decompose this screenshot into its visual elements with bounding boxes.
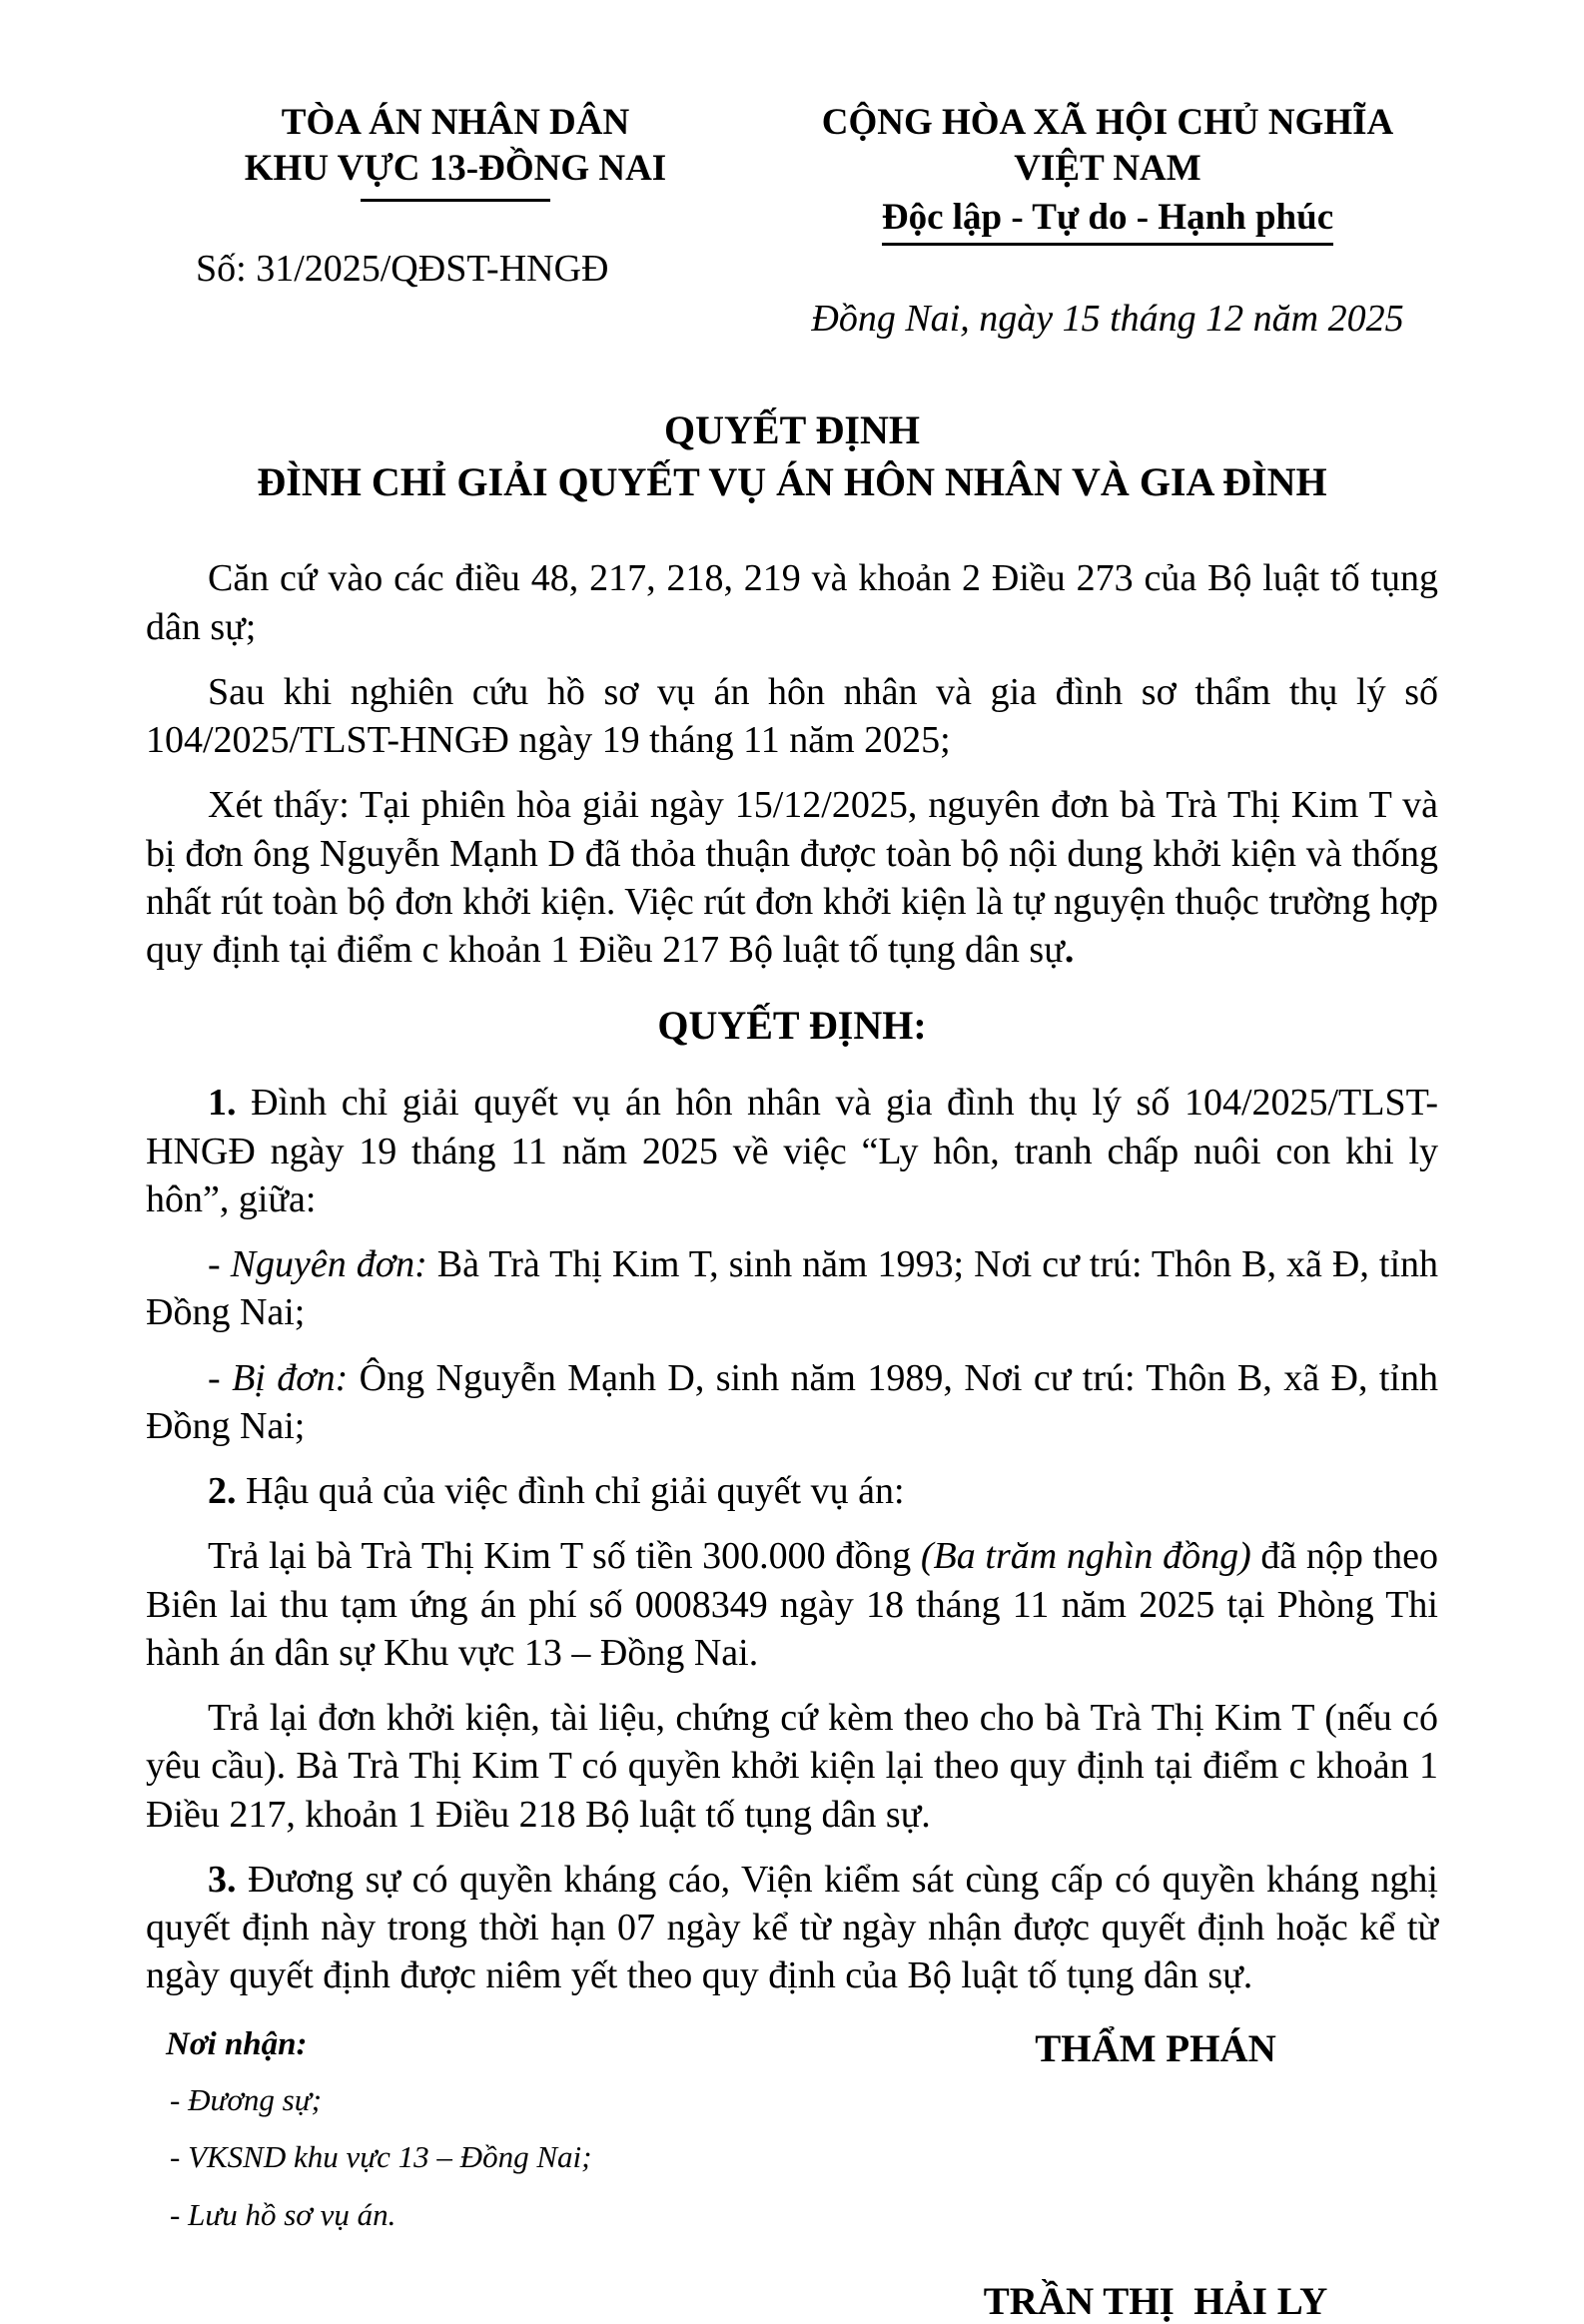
- decision-item-2: [146, 1467, 1438, 1515]
- national-header-block: [777, 100, 1438, 343]
- decision-item-3: [146, 1856, 1438, 2000]
- court-name-underline: [361, 199, 550, 202]
- refund-amount-words: (Ba trăm nghìn đồng): [920, 1535, 1251, 1578]
- item3-number: 3.: [208, 1858, 237, 1901]
- judge-title: THẨM PHÁN: [1035, 2026, 1276, 2070]
- return-documents-paragraph: Trả lại đơn khởi kiện, tài liệu, chứng cứ kèm theo cho bà Trà Thị Kim T (nếu có yêu cầu). Bà Trà Thị Kim T có quyền khởi kiện lại theo quy định tại điểm c khoản 1 Điều 217, khoản 1 Điều 218 Bộ luật tố tụng dân sự.: [146, 1697, 1438, 1836]
- item1-number: 1.: [208, 1082, 237, 1125]
- national-title: CỘNG HÒA XÃ HỘI CHỦ NGHĨA VIỆT NAM: [821, 102, 1394, 190]
- place-date-line: Đồng Nai, ngày 15 tháng 12 năm 2025: [811, 297, 1404, 340]
- court-name-line1: TÒA ÁN NHÂN DÂN: [281, 102, 630, 143]
- document-body: [146, 554, 1438, 1999]
- recipient-item-parties: - Đương sự;: [170, 2081, 322, 2117]
- national-motto: Độc lập - Tự do - Hạnh phúc: [882, 195, 1333, 246]
- refund-pre: Trả lại bà Trà Thị Kim T số tiền 300.000 đồng: [208, 1535, 921, 1578]
- refund-post: đã nộp theo Biên lai thu tạm ứng án phí số 0008349 ngày 18 tháng 11 năm 2025 tại Phòng Thi hành án dân sự Khu vực 13 – Đồng Nai.: [146, 1535, 1439, 1674]
- document-title: [146, 404, 1438, 508]
- court-name-line2: KHU VỰC 13-ĐỒNG NAI: [244, 148, 667, 190]
- recipient-item-archive: - Lưu hồ sơ vụ án.: [170, 2197, 396, 2233]
- findings-text: Xét thấy: Tại phiên hòa giải ngày 15/12/2025, nguyên đơn bà Trà Thị Kim T và bị đơn ông Nguyễn Mạnh D đã thỏa thuận được toàn bộ nội dung khởi kiện và thống nhất rút toàn bộ đơn khởi kiện. Việc rút đơn khởi kiện là tự nguyện thuộc trường hợp quy định tại điểm c khoản 1 Điều 217 Bộ luật tố tụng dân sự: [146, 784, 1438, 971]
- preamble-legal-basis: Căn cứ vào các điều 48, 217, 218, 219 và khoản 2 Điều 273 của Bộ luật tố tụng dân sự;: [146, 557, 1438, 648]
- plaintiff-text: Bà Trà Thị Kim T, sinh năm 1993; Nơi cư trú: Thôn B, xã Đ, tỉnh Đồng Nai;: [146, 1243, 1439, 1334]
- decision-item-1: [146, 1079, 1438, 1223]
- recipient-item-vksnd: - VKSND khu vực 13 – Đồng Nai;: [170, 2139, 592, 2175]
- document-header: [146, 100, 1438, 343]
- judge-name: TRẦN THỊ HẢI LY: [983, 2279, 1328, 2323]
- item2-text: Hậu quả của việc đình chỉ giải quyết vụ án:: [236, 1470, 905, 1512]
- refund-paragraph: [146, 1532, 1438, 1677]
- document-footer: [146, 2026, 1438, 2324]
- defendant-line: [146, 1354, 1438, 1451]
- document-number: Số: 31/2025/QĐST-HNGĐ: [196, 247, 609, 290]
- item3-text: Đương sự có quyền kháng cáo, Viện kiểm sát cùng cấp có quyền kháng nghị quyết định này trong thời hạn 07 ngày kể từ ngày nhận được quyết định hoặc kể từ ngày quyết định được niêm yết theo quy định của Bộ luật tố tụng dân sự.: [146, 1858, 1438, 1997]
- title-line2: ĐÌNH CHỈ GIẢI QUYẾT VỤ ÁN HÔN NHÂN VÀ GIA ĐÌNH: [257, 459, 1327, 505]
- findings-period: .: [1064, 929, 1075, 971]
- item2-number: 2.: [208, 1470, 237, 1512]
- recipients-title: Nơi nhận:: [166, 2025, 308, 2062]
- item1-text: Đình chỉ giải quyết vụ án hôn nhân và gia đình thụ lý số 104/2025/TLST-HNGĐ ngày 19 tháng 11 năm 2025 về việc “Ly hôn, tranh chấp nuôi con khi ly hôn”, giữa:: [146, 1082, 1438, 1220]
- defendant-text: Ông Nguyễn Mạnh D, sinh năm 1989, Nơi cư trú: Thôn B, xã Đ, tỉnh Đồng Nai;: [146, 1356, 1438, 1447]
- defendant-label: - Bị đơn:: [208, 1356, 349, 1399]
- court-name-block: [196, 100, 715, 293]
- plaintiff-label: - Nguyên đơn:: [208, 1243, 427, 1285]
- preamble-findings: [146, 781, 1438, 974]
- title-line1: QUYẾT ĐỊNH: [664, 407, 920, 453]
- plaintiff-line: [146, 1240, 1438, 1337]
- recipients-block: [146, 2026, 785, 2237]
- signature-block: [921, 2026, 1390, 2324]
- preamble-case-file: Sau khi nghiên cứu hồ sơ vụ án hôn nhân và gia đình sơ thẩm thụ lý số 104/2025/TLST-HNGĐ ngày 19 tháng 11 năm 2025;: [146, 670, 1438, 761]
- decision-heading: QUYẾT ĐỊNH:: [657, 1003, 927, 1049]
